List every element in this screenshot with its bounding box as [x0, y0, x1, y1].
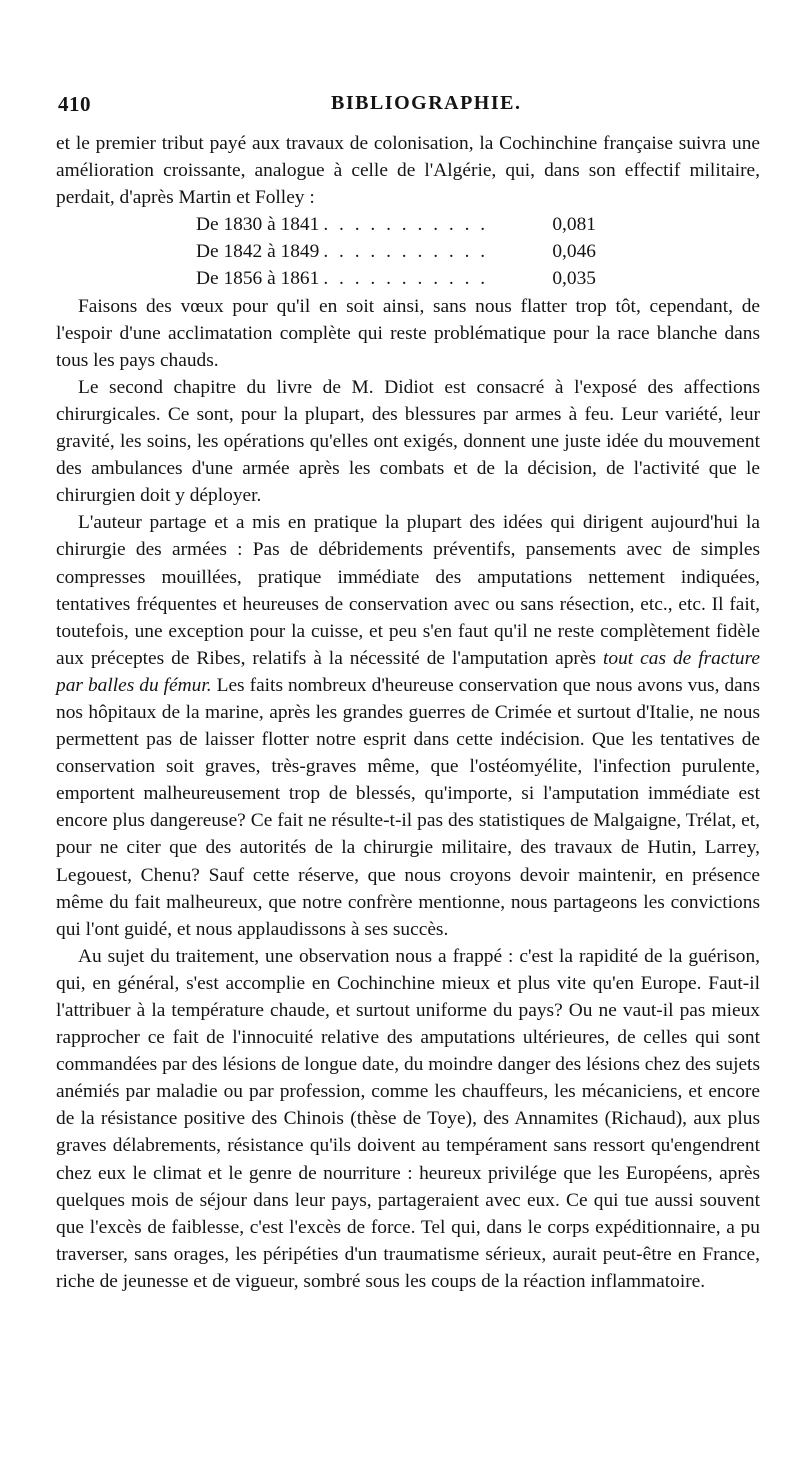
mortality-period: De 1856 à 1861 [196, 268, 320, 290]
mortality-value: 0,046 [552, 241, 596, 263]
mortality-table [196, 211, 596, 292]
italic-phrase: tout cas de fracture par balles du fémur. [56, 647, 761, 696]
mortality-value: 0,081 [552, 214, 596, 236]
running-head [58, 92, 758, 122]
mortality-row [196, 238, 596, 265]
dot-leader: . . . . . . . . . . . [323, 214, 489, 236]
mortality-value: 0,035 [552, 268, 596, 290]
paragraph-text: L'auteur partage et a mis en pratique la plupart des idées qui dirigent aujourd'hui la chirurgie des armées : Pas de débridements préventifs, pansements avec de simples compresses mouillées, pratique immédiate des amputations nettement indiquées, tentatives fréquentes et heureuses de conservation avec ou sans résection, etc., etc. Il fait, toutefois, une exception pour la cuisse, et peu s'en faut qu'il ne reste complètement fidèle aux préceptes de Ribes, relatifs à la nécessité de l'amputation après [56, 512, 760, 669]
running-title: BIBLIOGRAPHIE. [331, 92, 522, 114]
body-text [56, 130, 760, 1295]
paragraph-second-chapter: Le second chapitre du livre de M. Didiot est consacré à l'exposé des affections chirurgicales. Ce sont, pour la plupart, des blessures par armes à feu. Leur variété, leur gravité, les soins, les opérations qu'elles ont exigés, donnent une juste idée du mouvement des ambulances d'une armée après les combats et de la décision, de l'activité que le chirurgien doit y déployer. [56, 376, 760, 507]
mortality-period: De 1830 à 1841 [196, 214, 320, 236]
dot-leader: . . . . . . . . . . . [323, 241, 489, 263]
paragraph-author-practice [56, 509, 760, 943]
intro-paragraph: et le premier tribut payé aux travaux de colonisation, la Cochinchine française suivra une amélioration croissante, analogue à celle de l'Algérie, qui, dans son effectif militaire, perdait, d'après Martin et Folley : [56, 133, 760, 209]
dot-leader: . . . . . . . . . . . [323, 268, 489, 290]
mortality-period: De 1842 à 1849 [196, 241, 320, 263]
mortality-row [196, 265, 596, 292]
paragraph-text: Les faits nombreux d'heureuse conservation que nous avons vus, dans nos hôpitaux de la marine, après les grandes guerres de Crimée et surtout d'Italie, ne nous permettent pas de laisser flotter notre esprit dans cette indécision. Que les tentatives de conservation soit graves, très-graves même, que l'ostéomyélite, l'infection purulente, emportent malheureusement trop de blessés, qu'importe, si l'amputation immédiate est encore plus dangereuse? Ce fait ne résulte-t-il pas des statistiques de Malgaigne, Trélat, et, pour ne citer que des autorités de la chirurgie militaire, des travaux de Hutin, Larrey, Legouest, Chenu? Sauf cette réserve, que nous croyons devoir maintenir, en présence même du fait malheureux, que notre confrère mentionne, nous partageons les convictions qui l'ont guidé, et nous applaudissons à ses succès. [56, 674, 760, 940]
mortality-row [196, 211, 596, 238]
paragraph-wishes: Faisons des vœux pour qu'il en soit ainsi, sans nous flatter trop tôt, cependant, de l'espoir d'une acclimatation complète qui reste problématique pour la race blanche dans tous les pays chauds. [56, 295, 760, 371]
page-number: 410 [58, 92, 91, 116]
paragraph-treatment: Au sujet du traitement, une observation nous a frappé : c'est la rapidité de la guérison, qui, en général, s'est accomplie en Cochinchine mieux et plus vite qu'en Europe. Faut-il l'attribuer à la température chaude, et surtout uniforme du pays? Ou ne vaut-il pas mieux rapprocher ce fait de l'innocuité relative des amputations ultérieures, de celles qui sont commandées par des lésions de longue date, du moindre danger des lésions chez des sujets anémiés par maladie ou par profession, comme les chauffeurs, les mécaniciens, et encore de la résistance positive des Chinois (thèse de Toye), des Annamites (Richaud), aux plus graves délabrements, résistance qu'ils doivent au tempérament sans ressort qu'engendrent chez eux le climat et le genre de nourriture : heureux privilége que les Européens, après quelques mois de séjour dans leur pays, partageraient avec eux. Ce qui tue aussi souvent que l'excès de faiblesse, c'est l'excès de force. Tel qui, dans le corps expéditionnaire, a pu traverser, sans orages, les péripéties d'un traumatisme sérieux, aurait peut-être en France, riche de jeunesse et de vigueur, sombré sous les coups de la réaction inflammatoire. [56, 945, 760, 1292]
